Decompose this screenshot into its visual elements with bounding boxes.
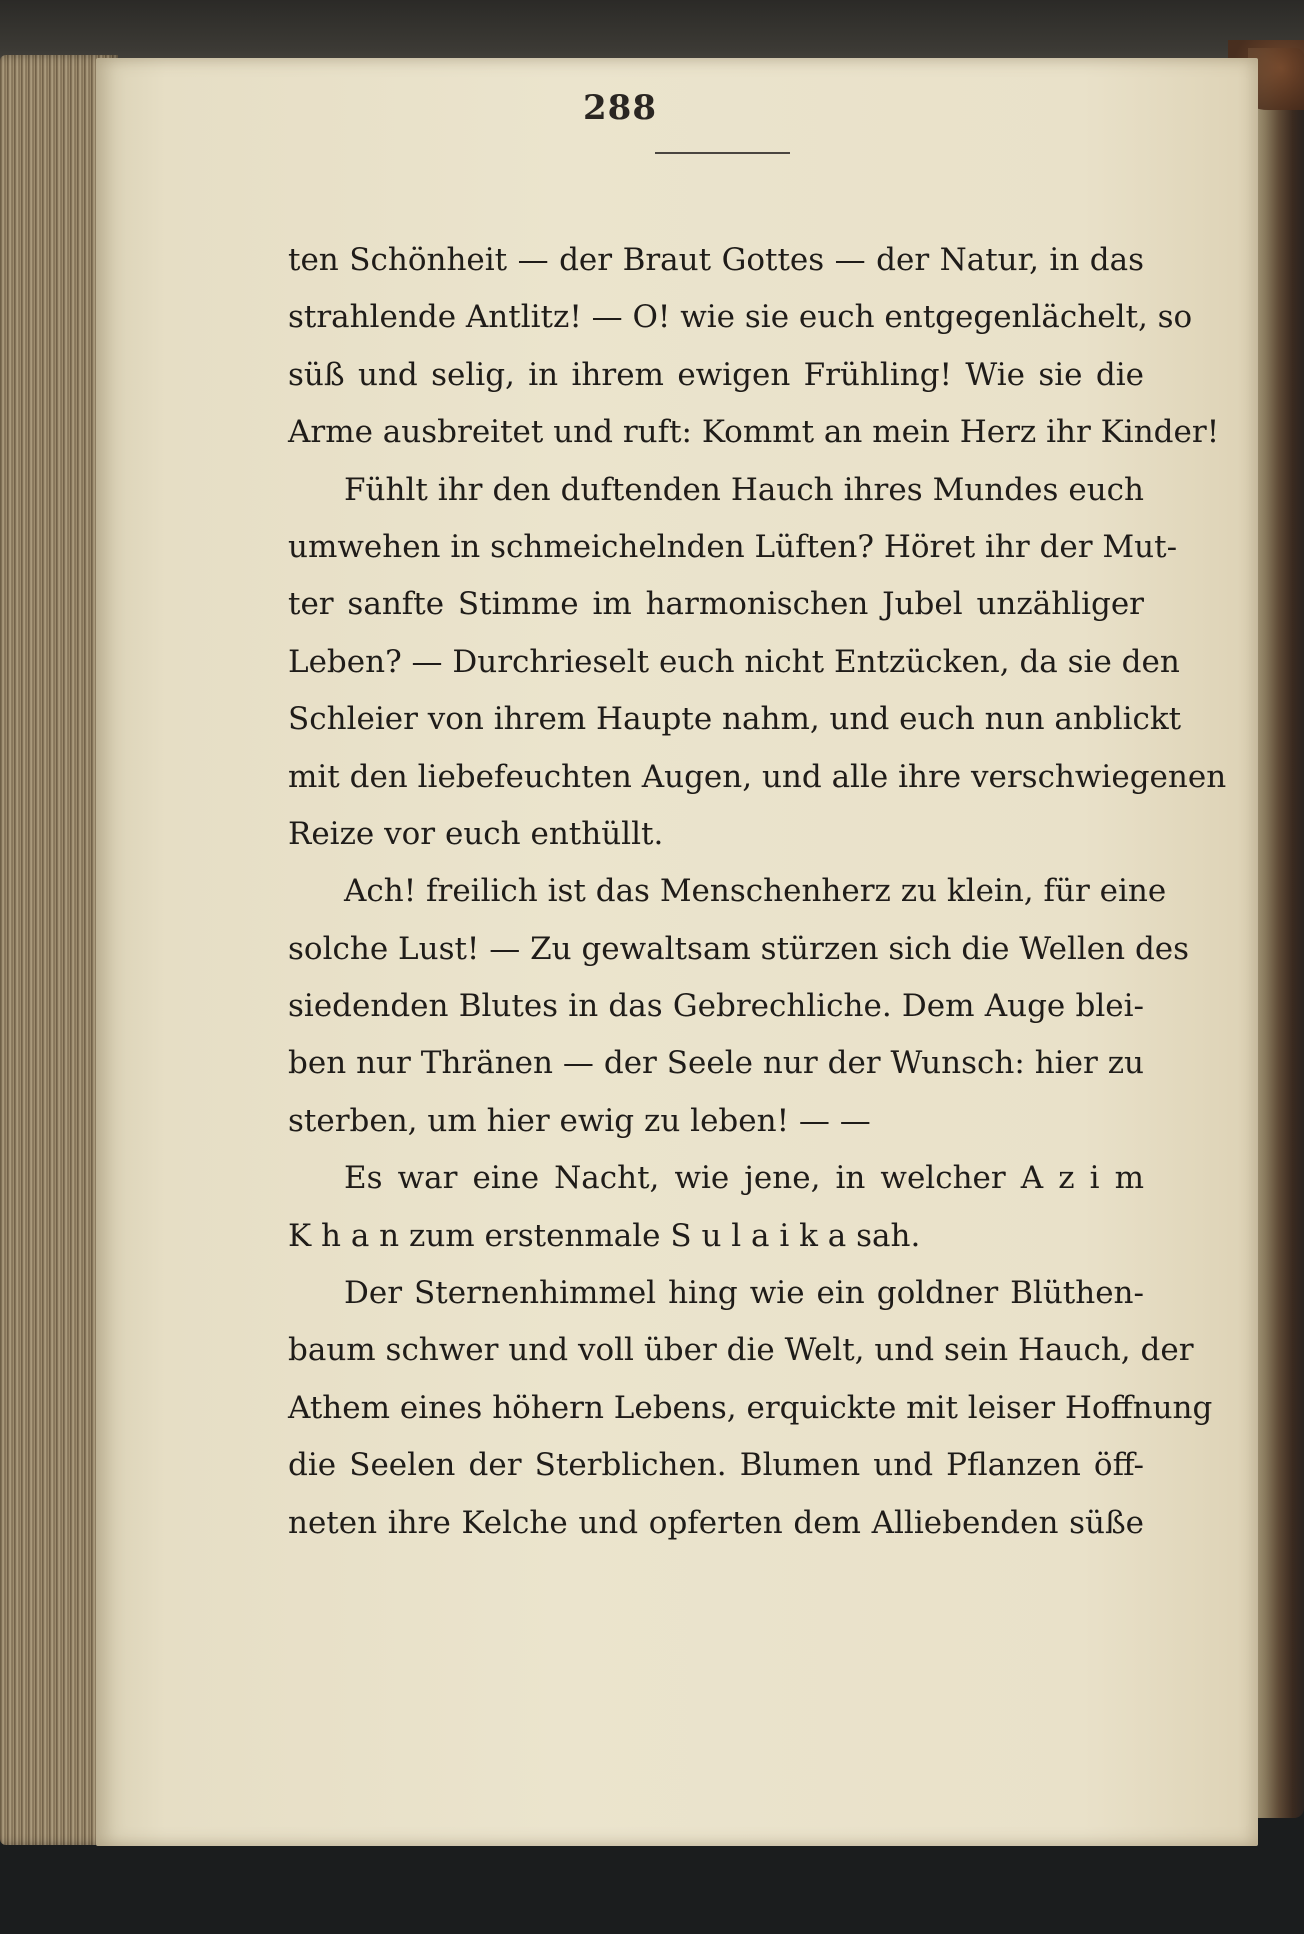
- text-line: süß und selig, in ihrem ewigen Frühling! Wie sie die: [288, 356, 1144, 393]
- text-line: Leben? — Durchrieselt euch nicht Entzücken, da sie den: [288, 643, 1180, 680]
- text-line: sterben, um hier ewig zu leben! — —: [288, 1102, 871, 1139]
- text-line: Arme ausbreitet und ruft: Kommt an mein Herz ihr Kinder!: [288, 414, 1220, 451]
- page-number: 288: [583, 88, 657, 128]
- text-line: Schleier von ihrem Haupte nahm, und euch nun anblickt: [288, 701, 1182, 738]
- text-line: ben nur Thränen — der Seele nur der Wunsch: hier zu: [288, 1045, 1144, 1082]
- text-line: Reize vor euch enthüllt.: [288, 815, 664, 852]
- text-line: umwehen in schmeichelnden Lüften? Höret ihr der Mut-: [288, 528, 1178, 565]
- text-line: mit den liebefeuchten Augen, und alle ihre verschwiegenen: [288, 758, 1227, 795]
- text-line: neten ihre Kelche und opferten dem Alliebenden süße: [288, 1504, 1144, 1541]
- text-line: Es war eine Nacht, wie jene, in welcher A z i m: [344, 1160, 1144, 1197]
- page-number-rule: [655, 152, 790, 154]
- text-line: ten Schönheit — der Braut Gottes — der Natur, in das: [288, 242, 1144, 278]
- body-text: [288, 232, 1227, 1552]
- text-line: strahlende Antlitz! — O! wie sie euch entgegenlächelt, so: [288, 299, 1193, 336]
- text-line: Ach! freilich ist das Menschenherz zu klein, für eine: [344, 873, 1167, 910]
- text-line: siedenden Blutes in das Gebrechliche. Dem Auge blei-: [288, 988, 1144, 1025]
- text-line: ter sanfte Stimme im harmonischen Jubel unzähliger: [288, 586, 1144, 623]
- text-line: baum schwer und voll über die Welt, und sein Hauch, der: [288, 1332, 1194, 1369]
- text-line: K h a n zum erstenmale S u l a i k a sah.: [288, 1217, 921, 1254]
- text-line: Athem eines höhern Lebens, erquickte mit leiser Hoffnung: [288, 1389, 1213, 1426]
- text-line: Der Sternenhimmel hing wie ein goldner Blüthen-: [344, 1275, 1144, 1312]
- text-line: die Seelen der Sterblichen. Blumen und Pflanzen öff-: [288, 1447, 1144, 1484]
- text-line: Fühlt ihr den duftenden Hauch ihres Mundes euch: [344, 471, 1144, 508]
- text-line: solche Lust! — Zu gewaltsam stürzen sich die Wellen des: [288, 930, 1190, 967]
